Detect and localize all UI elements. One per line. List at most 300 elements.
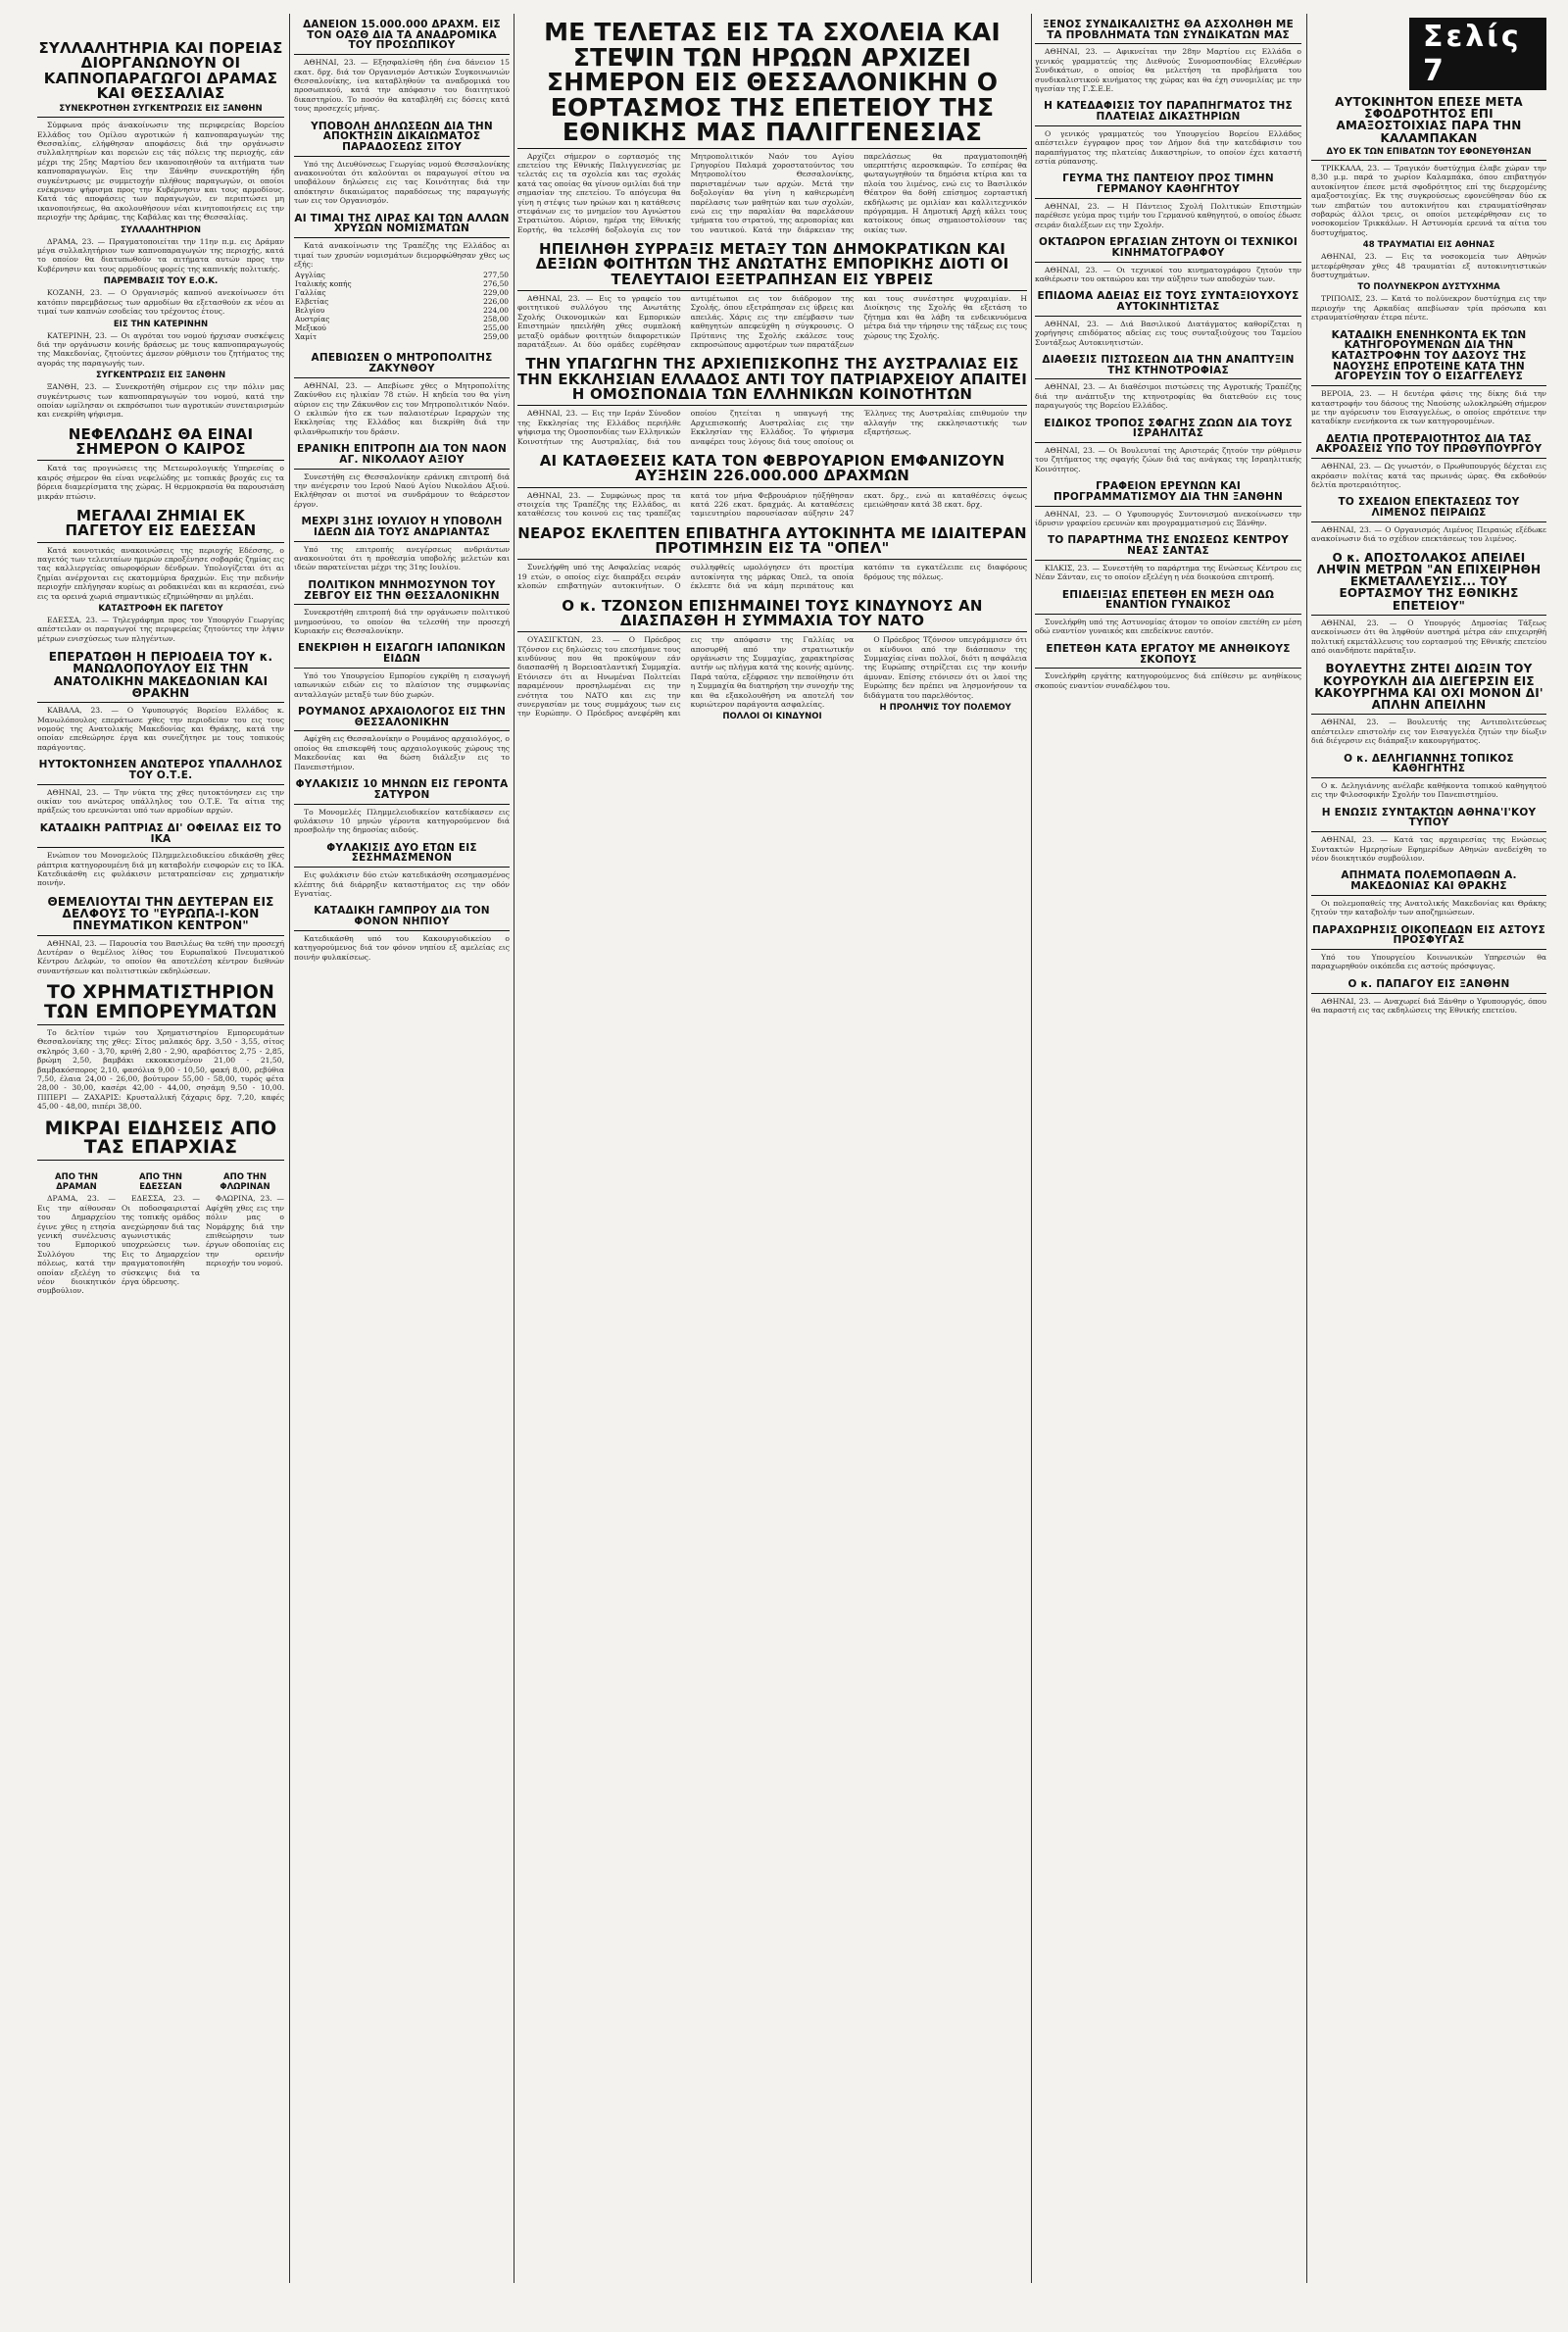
article-body-wrap bbox=[294, 160, 510, 206]
article-rule bbox=[37, 460, 284, 461]
article-headline: ΦΥΛΑΚΙΣΙΣ 10 ΜΗΝΩΝ ΕΙΣ ΓΕΡΟΝΤΑ ΣΑΤΥΡΟΝ bbox=[295, 778, 509, 801]
article bbox=[294, 777, 510, 835]
article-headline: ΤΗΝ ΥΠΑΓΩΓΗΝ ΤΗΣ ΑΡΧΙΕΠΙΣΚΟΠΗΣ ΤΗΣ ΑΥΣΤΡΑΛΙΑΣ ΕΙΣ ΤΗΝ ΕΚΚΛΗΣΙΑΝ ΕΛΛΑΔΟΣ ΑΝΤΙ ΤΟΥ ΠΑΤΡΙΑΡΧΕΙΟΥ ΑΠΑΙΤΕΙ Η ΟΜΟΣΠΟΝΔΙΑ ΤΩΝ ΕΛΛΗΝΙΚΩΝ ΚΟΙΝΟΤΗΤΩΝ bbox=[517, 355, 1027, 404]
article-headline: ΕΠΙΔΟΜΑ ΑΔΕΙΑΣ ΕΙΣ ΤΟΥΣ ΣΥΝΤΑΞΙΟΥΧΟΥΣ ΑΥΤΟΚΙΝΗΤΙΣΤΑΣ bbox=[1037, 290, 1299, 314]
article-body: Υπό του Υπουργείου Εμπορίου εγκρίθη η εισαγωγή ιαπωνικών ειδών εις το πλαίσιον της συμφωνίας ανταλλαγών μεταξύ των δύο χωρών. bbox=[294, 670, 510, 699]
article-body: ΑΘΗΝΑΙ, 23. — Ως γνωστόν, ο Πρωθυπουργός δέχεται εις ακρόασιν πολίτας κατά τας πρωινάς ώρας. Θα εκδοθούν δελτία προτεραιότητος. bbox=[1311, 462, 1546, 489]
article-rule bbox=[1035, 668, 1301, 669]
article-body-wrap bbox=[1311, 781, 1546, 800]
article-rule bbox=[1311, 993, 1546, 994]
article-body-wrap bbox=[1035, 266, 1301, 284]
article-body: ΤΡΙΠΟΛΙΣ, 23. — Κατά το πολύνεκρον δυστύχημα εις την περιοχήν της Αρκαδίας απεβίωσαν τρία πρόσωπα και ετραυματίσθησαν έτερα πέντε. bbox=[1311, 294, 1546, 323]
article-body: Το Μονομελές Πλημμελειοδικείον κατεδίκασεν εις φυλάκισιν 10 μηνών γέροντα κατηγορούμενον διά προσβολήν της δημοσίας αιδούς. bbox=[294, 807, 510, 835]
article-rule bbox=[294, 541, 510, 542]
article-body: ΑΘΗΝΑΙ, 23. — Εξησφαλίσθη ήδη ένα δάνειον 15 εκατ. δρχ. διά τον Οργανισμόν Αστικών Συγκοινωνιών Θεσσαλονίκης, ίνα καταβληθούν τα αναδρομικά του προσωπικού, κατά την απόφασιν του διαιτητικού δικαστηρίου. Το ποσόν θα καταβληθή εις δόσεις κατά τους προσεχείς μήνας. bbox=[294, 58, 510, 114]
gold-rate-name: Γαλλίας bbox=[295, 288, 326, 298]
article-body-wrap bbox=[517, 491, 1027, 519]
article-headline: Η ΕΝΩΣΙΣ ΣΥΝΤΑΚΤΩΝ ΑΘΗΝΑ'Ι'ΚΟΥ ΤΥΠΟΥ bbox=[1321, 806, 1537, 829]
article-section-heading: ΠΑΡΕΜΒΑΣΙΣ ΤΟΥ Ε.Ο.Κ. bbox=[103, 276, 219, 287]
article bbox=[1035, 172, 1301, 229]
article bbox=[37, 821, 284, 888]
article bbox=[37, 758, 284, 816]
article-body-wrap bbox=[1035, 671, 1301, 690]
article-body-wrap bbox=[1035, 564, 1301, 582]
gold-rate-value: 276,50 bbox=[483, 279, 509, 289]
province-body: ΔΡΑΜΑ, 23. — Εις την αίθουσαν του Δημαρχείου έγινε χθες η ετησία γενική συνέλευσις του Εμπορικού Συλλόγου της πόλεως, κατά την οποίαν εξελέγη το νέον διοικητικόν συμβούλιον. bbox=[37, 1194, 116, 1296]
article-headline: ΘΕΜΕΛΙΟΥΤΑΙ ΤΗΝ ΔΕΥΤΕΡΑΝ ΕΙΣ ΔΕΛΦΟΥΣ ΤΟ "ΕΥΡΩΠΑ-Ι-ΚΟΝ ΠΝΕΥΜΑΤΙΚΟΝ ΚΕΝΤΡΟΝ" bbox=[47, 894, 274, 933]
article-body: ΑΘΗΝΑΙ, 23. — Συμφώνως προς τα στοιχεία της Τραπέζης της Ελλάδος, αι καταθέσεις του κοινού εις τας τραπέζας κατά τον μήνα Φεβρουάριον ηύξήθησαν κατά 226 εκατ. δραχμάς. Αι καταθέσεις ταμιευτηρίου παρουσίασαν αύξησιν 247 εκατ. δρχ., ενώ αι καταθέσεις όψεως εμειώθησαν κατά 38 εκατ. δρχ. bbox=[517, 490, 1027, 519]
article-rule bbox=[294, 804, 510, 805]
article bbox=[294, 18, 510, 114]
article-headline: ΓΡΑΦΕΙΟΝ ΕΡΕΥΝΩΝ ΚΑΙ ΠΡΟΓΡΑΜΜΑΤΙΣΜΟΥ ΔΙΑ ΤΗΝ ΞΑΝΘΗΝ bbox=[1053, 480, 1284, 503]
article-body-wrap bbox=[517, 563, 1027, 590]
article-body: ΞΑΝΘΗ, 23. — Συνεκροτήθη σήμερον εις την πόλιν μας συγκέντρωσις των καπνοπαραγωγών του νομού, κατά την οποίαν ωμίλησαν οι εκπρόσωποι των αγροτικών συνεταιρισμών και ενεκρίθη ψήφισμα. bbox=[37, 382, 284, 420]
gold-rate-row bbox=[294, 288, 510, 297]
article bbox=[517, 240, 1027, 349]
article-headline: ΕΝΕΚΡΙΘΗ Η ΕΙΣΑΓΩΓΗ ΙΑΠΩΝΙΚΩΝ ΕΙΔΩΝ bbox=[298, 642, 506, 666]
article-body: Σύμφωνα πρός άνακοίνωσιν της περιφερείας Βορείου Ελλάδος του Ομίλου αγροτικών ή καπνοπαραγωγών της Θεσσαλίας, ελήφθησαν αποφάσεις διά την οργάνωσιν συλλαλητηρίων και πορειών εις τάς πόλεις της περιοχής, εάν μέχρι της 25ης Μαρτίου δεν ικανοποιηθούν τα αιτήματα των καπνοπαραγωγών. Εις την Ξάνθην συνεκροτήθη ήδη συγκέντρωσις με συμμετοχήν πλήθους παραγωγών, οι οποίοι ενέκριναν ψήφισμα προς την Κυβέρνησιν και τους αρμοδίους. Κατά τάς αποφάσεις των παραγωγών, εν περιπτώσει μη ικανοποιήσεως, θα ακολουθήσουν νέαι κινητοποιήσεις εις την περιοχήν της Δράμας, της Καβάλας και της Θεσσαλίας. bbox=[37, 121, 284, 223]
article-body: Αφίχθη εις Θεσσαλονίκην ο Ρουμάνος αρχαιολόγος, ο οποίος θα επισκεφθή τους αρχαιολογικούς χώρους της Μακεδονίας και θα δώση διάλεξιν εις το Πανεπιστήμιον. bbox=[294, 734, 510, 771]
article-headline: ΕΠΕΡΑΤΩΘΗ Η ΠΕΡΙΟΔΕΙΑ ΤΟΥ κ. ΜΑΝΩΛΟΠΟΥΛΟΥ ΕΙΣ ΤΗΝ ΑΝΑΤΟΛΙΚΗΝ ΜΑΚΕΔΟΝΙΑΝ ΚΑΙ ΘΡΑΚΗΝ bbox=[48, 650, 273, 700]
article-body-wrap bbox=[37, 939, 284, 976]
article-headline: ΗΥΤΟΚΤΟΝΗΣΕΝ ΑΝΩΤΕΡΟΣ ΥΠΑΛΛΗΛΟΣ ΤΟΥ Ο.Τ.Ε. bbox=[38, 759, 283, 781]
province-heading: ΑΠΟ ΤΗΝ ΦΛΩΡΙΝΑΝ bbox=[220, 1172, 270, 1193]
article-rule bbox=[1311, 777, 1546, 778]
article-body-wrap bbox=[1035, 446, 1301, 473]
article-body: ΑΘΗΝΑΙ, 23. — Διά Βασιλικού Διατάγματος καθορίζεται η χορήγησις επιδόματος αδείας εις τους συνταξιούχους του Ταμείου Συντάξεως Αυτοκινητιστών. bbox=[1035, 319, 1301, 347]
article-rule bbox=[37, 935, 284, 936]
article-body: ΕΔΕΣΣΑ, 23. — Τηλεγράφημα προς τον Υπουργόν Γεωργίας απέστειλαν οι παραγωγοί της περιφερείας ζητούντες την λήψιν μέτρων ενισχύσεως των πληγέντων. bbox=[37, 616, 284, 643]
article-body-wrap bbox=[517, 635, 1027, 721]
column-divider bbox=[1306, 14, 1307, 2283]
article-body-wrap bbox=[294, 241, 510, 269]
article-body: Υπό του Υπουργείου Κοινωνικών Υπηρεσιών θα παραχωρηθούν οικόπεδα εις αστούς πρόσφυγας. bbox=[1311, 953, 1546, 971]
article-body-wrap bbox=[294, 381, 510, 436]
article-body-wrap bbox=[1311, 899, 1546, 918]
gold-rate-row bbox=[294, 279, 510, 288]
article-headline: ΟΚΤΑΩΡΟΝ ΕΡΓΑΣΙΑΝ ΖΗΤΟΥΝ ΟΙ ΤΕΧΝΙΚΟΙ ΚΙΝΗΜΑΤΟΓΡΑΦΟΥ bbox=[1039, 236, 1298, 259]
article-body: ΑΘΗΝΑΙ, 23. — Αναχωρεί διά Ξάνθην ο Υφυπουργός, όπου θα παραστή εις τας εκδηλώσεις της Εθνικής επετείου. bbox=[1311, 996, 1546, 1015]
gold-rate-name: Μεξικού bbox=[295, 323, 326, 333]
article bbox=[1035, 353, 1301, 411]
column-4 bbox=[1035, 18, 1301, 2310]
article-rule bbox=[294, 54, 510, 55]
article-headline: ΤΟ ΣΧΕΔΙΟΝ ΕΠΕΚΤΑΣΕΩΣ ΤΟΥ ΛΙΜΕΝΟΣ ΠΕΙΡΑΙΩΣ bbox=[1338, 496, 1520, 520]
article bbox=[1311, 806, 1546, 864]
article-headline: Ο κ. ΔΕΛΗΓΙΑΝΝΗΣ ΤΟΠΙΚΟΣ ΚΑΘΗΓΗΤΗΣ bbox=[1344, 752, 1514, 775]
gold-rate-value: 255,00 bbox=[483, 323, 509, 333]
article-body-wrap bbox=[517, 294, 1027, 349]
article-body-wrap bbox=[1035, 202, 1301, 229]
article-headline: ΤΟ ΠΑΡΑΡΤΗΜΑ ΤΗΣ ΕΝΩΣΕΩΣ ΚΕΝΤΡΟΥ ΝΕΑΣ ΣΑΝΤΑΣ bbox=[1047, 534, 1289, 558]
article bbox=[1311, 868, 1546, 917]
article-section-heading: ΣΥΛΛΑΛΗΤΗΡΙΟΝ bbox=[120, 224, 202, 235]
article bbox=[37, 507, 284, 643]
article-body-wrap bbox=[37, 121, 284, 420]
article-rule bbox=[37, 542, 284, 543]
article-body-wrap bbox=[294, 934, 510, 962]
article-headline: ΚΑΤΑΔΙΚΗ ΓΑΜΠΡΟΥ ΔΙΑ ΤΟΝ ΦΟΝΟΝ ΝΗΠΙΟΥ bbox=[314, 905, 490, 928]
article-body: ΑΘΗΝΑΙ, 23. — Ο Οργανισμός Λιμένος Πειραιώς εξέδωκε ανακοίνωσιν διά το σχέδιον επεκτάσεως του λιμένος. bbox=[1311, 524, 1546, 544]
article-section-heading: ΠΟΛΛΟΙ ΟΙ ΚΙΝΔΥΝΟΙ bbox=[722, 712, 822, 722]
article-body: ΑΘΗΝΑΙ, 23. — Παρουσία του Βασιλέως θα τεθή την προσεχή Δευτέραν ο θεμέλιος λίθος του Ευρωπαϊκού Πνευματικού Κέντρου Δελφών, το οποίον θα αποτελέση κέντρον διεθνών συναντήσεων και πολιτιστικών εκδηλώσεων. bbox=[37, 938, 284, 975]
article bbox=[1035, 479, 1301, 527]
article-rule bbox=[517, 487, 1027, 488]
article bbox=[1311, 752, 1546, 800]
article-body-wrap bbox=[1311, 389, 1546, 426]
article bbox=[294, 351, 510, 436]
article bbox=[294, 212, 510, 346]
article-rule bbox=[1311, 895, 1546, 896]
article bbox=[294, 515, 510, 572]
article-headline: ΥΠΟΒΟΛΗ ΔΗΛΩΣΕΩΝ ΔΙΑ ΤΗΝ ΑΠΟΚΤΗΣΙΝ ΔΙΚΑΙΩΜΑΤΟΣ ΠΑΡΑΔΟΣΕΩΣ ΣΙΤΟΥ bbox=[311, 120, 493, 153]
column-divider bbox=[289, 14, 290, 2283]
article-body: Υπό της Διευθύνσεως Γεωργίας νομού Θεσσαλονίκης ανακοινούται ότι καλούνται οι παραγωγοί σίτου να υποβάλουν δηλώσεις εις τας Κοινότητας διά την απόκτησιν δικαιώματος παραδόσεως της παραγωγής των εις τον Οργανισμόν. bbox=[294, 159, 510, 206]
article-rule bbox=[294, 930, 510, 931]
article-headline: ΑΠΕΒΙΩΣΕΝ Ο ΜΗΤΡΟΠΟΛΙΤΗΣ ΖΑΚΥΝΘΟΥ bbox=[311, 352, 493, 375]
article-rule bbox=[37, 702, 284, 703]
article-headline: ΑΥΤΟΚΙΝΗΤΟΝ ΕΠΕΣΕ ΜΕΤΑ ΣΦΟΔΡΟΤΗΤΟΣ ΕΠΙ ΑΜΑΞΟΣΤΟΙΧΙΑΣ ΠΑΡΑ ΤΗΝ ΚΑΛΑΜΠΑΚΑΝ bbox=[1335, 95, 1523, 145]
article-body-wrap bbox=[294, 870, 510, 898]
article-headline: Η ΚΑΤΕΔΑΦΙΣΙΣ ΤΟΥ ΠΑΡΑΠΗΓΜΑΤΟΣ ΤΗΣ ΠΛΑΤΕΙΑΣ ΔΙΚΑΣΤΗΡΙΩΝ bbox=[1044, 100, 1293, 124]
article-body-wrap bbox=[1311, 718, 1546, 745]
column-2 bbox=[294, 18, 510, 2310]
article bbox=[37, 1117, 284, 1165]
article bbox=[1311, 550, 1546, 656]
gold-rate-row bbox=[294, 297, 510, 306]
article-section-heading: 48 ΤΡΑΥΜΑΤΙΑΙ ΕΙΣ ΑΘΗΝΑΣ bbox=[1362, 240, 1495, 251]
article-headline: ΝΕΦΕΛΩΔΗΣ ΘΑ ΕΙΝΑΙ ΣΗΜΕΡΟΝ Ο ΚΑΙΡΟΣ bbox=[68, 424, 254, 459]
article bbox=[1035, 289, 1301, 347]
article-body: ΑΘΗΝΑΙ, 23. — Ο Υφυπουργός Συντονισμού ανεκοίνωσεν την ίδρυσιν γραφείου ερευνών και προγραμματισμού εις Ξάνθην. bbox=[1035, 509, 1301, 527]
article-rule bbox=[517, 631, 1027, 632]
page-masthead: Σελίς 7 bbox=[1409, 18, 1546, 90]
gold-rate-name: Αγγλίας bbox=[295, 271, 325, 280]
article bbox=[1035, 642, 1301, 690]
article-lead bbox=[517, 18, 1027, 234]
article-body: ΚΟΖΑΝΗ, 23. — Ο Οργανισμός καπνού ανεκοίνωσεν ότι κατόπιν παρεμβάσεως των αρμοδίων θα εξετασθούν εκ νέου αι τιμαί των καπνών εσοδείας του τρέχοντος έτους. bbox=[37, 288, 284, 317]
article-section-heading: ΤΟ ΠΟΛΥΝΕΚΡΟΝ ΔΥΣΤΥΧΗΜΑ bbox=[1357, 282, 1500, 293]
article-rule bbox=[1035, 506, 1301, 507]
article-body: ΑΘΗΝΑΙ, 23. — Οι Βουλευταί της Αριστεράς ζητούν την ρύθμισιν του ζητήματος της σφαγής ζώων διά τας ανάγκας της Ισραηλιτικής Κοινότητος. bbox=[1035, 445, 1301, 473]
article-rule bbox=[37, 117, 284, 118]
article bbox=[1311, 923, 1546, 971]
article-rule bbox=[294, 668, 510, 669]
article-body: Κατά κοινοτικάς ανακοινώσεις της περιοχής Εδέσσης, ο παγετός των τελευταίων ημερών επροξένησε σοβαράς ζημίας εις τας καλλιεργείας οπωροφόρων δένδρων. Υπολογίζεται ότι αι ζημίαι ανέρχονται εις εκατομμύρια δραχμών. Εις την πεδινήν περιοχήν επλήγησαν κυρίως αι ροδακινέαι και αι κερασέαι, ενώ εις τα ορεινά χωριά σημαντικώς εζημιώθησαν αι μηλέαι. bbox=[37, 545, 284, 601]
article-body-wrap bbox=[294, 608, 510, 635]
article-headline: ΝΕΑΡΟΣ ΕΚΛΕΠΤΕΝ ΕΠΙΒΑΤΗΓΑ ΑΥΤΟΚΙΝΗΤΑ ΜΕ ΙΔΙΑΙΤΕΡΑΝ ΠΡΟΤΙΜΗΣΙΝ ΕΙΣ ΤΑ "ΟΠΕΛ" bbox=[517, 523, 1027, 558]
column-divider bbox=[1031, 14, 1032, 2283]
article-body: Συνεστήθη εις Θεσσαλονίκην εράνικη επιτροπή διά την ανέγερσιν του Ιερού Ναού Αγίου Νικολάου Αξιού. Εκλήθησαν οι πιστοί να συνδράμουν το θεάρεστον έργον. bbox=[294, 471, 510, 509]
article bbox=[37, 649, 284, 752]
gold-rate-name: Βελγίου bbox=[295, 306, 325, 316]
article-headline: ΡΟΥΜΑΝΟΣ ΑΡΧΑΙΟΛΟΓΟΣ ΕΙΣ ΤΗΝ ΘΕΣΣΑΛΟΝΙΚΗΝ bbox=[298, 706, 506, 728]
article-body-wrap bbox=[37, 464, 284, 501]
gold-rate-row bbox=[294, 323, 510, 332]
article bbox=[294, 841, 510, 899]
article-body-wrap bbox=[1035, 510, 1301, 528]
article-body: ΑΘΗΝΑΙ, 23. — Κατά τας αρχαιρεσίας της Ενώσεως Συντακτών Ημερησίων Εφημερίδων Αθηνών ανεδείχθη το νέον διοικητικόν συμβούλιον. bbox=[1311, 835, 1546, 863]
article bbox=[37, 39, 284, 420]
article-rule bbox=[1311, 714, 1546, 715]
gold-rate-value: 224,00 bbox=[483, 306, 509, 316]
article-headline: ΞΕΝΟΣ ΣΥΝΔΙΚΑΛΙΣΤΗΣ ΘΑ ΑΣΧΟΛΗΘΗ ΜΕ ΤΑ ΠΡΟΒΛΗΜΑΤΑ ΤΩΝ ΣΥΝΔΙΚΑΤΩΝ ΜΑΣ bbox=[1043, 19, 1294, 41]
article-section-heading: ΕΙΣ ΤΗΝ ΚΑΤΕΡΙΝΗΝ bbox=[113, 319, 209, 329]
article-headline: ΠΑΡΑΧΩΡΗΣΙΣ ΟΙΚΟΠΕΔΩΝ ΕΙΣ ΑΣΤΟΥΣ ΠΡΟΣΦΥΓΑΣ bbox=[1312, 923, 1545, 947]
article-body: ΑΘΗΝΑΙ, 23. — Βουλευτής της Αντιπολιτεύσεως απέστειλεν επιστολήν εις τον Εισαγγελέα ζητών την δίωξιν διά διέγερσιν εις διάπραξιν κακουργήματος. bbox=[1311, 718, 1546, 746]
article-body: ΚΑΒΑΛΑ, 23. — Ο Υφυπουργός Βορείου Ελλάδος κ. Μανωλόπουλος επεράτωσε χθες την περιοδείαν του εις τους νομούς της Ανατολικής Μακεδονίας και Θράκης, κατά την οποίαν επεθεώρησε έργα και συνεζήτησε με τους τοπικούς παράγοντας. bbox=[37, 706, 284, 752]
article-headline: ΕΠΙΔΕΙΞΙΑΣ ΕΠΕΤΕΘΗ ΕΝ ΜΕΣΗ ΟΔΩ ΕΝΑΝΤΙΟΝ ΓΥΝΑΙΚΟΣ bbox=[1061, 588, 1275, 612]
article-rule bbox=[1311, 949, 1546, 950]
article bbox=[1311, 661, 1546, 745]
article-body-wrap bbox=[294, 58, 510, 113]
article bbox=[1311, 432, 1546, 490]
article-body: Εις φυλάκισιν δύο ετών κατεδικάσθη σεσημασμένος κλέπτης διά διάρρηξιν καταστήματος εις την οδόν Εγνατίας. bbox=[294, 870, 510, 898]
article-body: Ο γενικός γραμματεύς του Υπουργείου Βορείου Ελλάδος απέστειλεν έγγραφον προς τον Δήμον διά την κατεδάφισιν του παραπήγματος της πλατείας Δικαστηρίων, το οποίον έχει καταστή εστία ρύπανσης. bbox=[1035, 128, 1301, 167]
article-headline: ΣΥΛΛΑΛΗΤΗΡΙΑ ΚΑΙ ΠΟΡΕΙΑΣ ΔΙΟΡΓΑΝΩΝΟΥΝ ΟΙ ΚΑΠΝΟΠΑΡΑΓΩΓΟΙ ΔΡΑΜΑΣ ΚΑΙ ΘΕΣΣΑΛΙΑΣ bbox=[38, 39, 283, 102]
article-headline: ΑΙ ΤΙΜΑΙ ΤΗΣ ΛΙΡΑΣ ΚΑΙ ΤΩΝ ΑΛΛΩΝ ΧΡΥΣΩΝ ΝΟΜΙΣΜΑΤΩΝ bbox=[294, 212, 510, 235]
article-rule bbox=[1311, 160, 1546, 161]
article-headline: ΜΕΧΡΙ 31ΗΣ ΙΟΥΛΙΟΥ Η ΥΠΟΒΟΛΗ ΙΔΕΩΝ ΔΙΑ ΤΟΥΣ ΑΝΔΡΙΑΝΤΑΣ bbox=[301, 516, 503, 538]
province-item bbox=[37, 1169, 116, 1295]
article-body-wrap bbox=[294, 808, 510, 835]
article-body: ΚΑΤΕΡΙΝΗ, 23. — Οι αγρόται του νομού ήρχισαν συσκέψεις διά την οργάνωσιν κοινής δράσεως με τους καπνοπαραγωγούς της Μακεδονίας, ζητούντες άμεσον ρύθμισιν του ζητήματος της αγοράς της παραγωγής των. bbox=[37, 330, 284, 368]
article-body-wrap bbox=[294, 472, 510, 510]
article bbox=[1311, 94, 1546, 323]
article-body: ΑΘΗΝΑΙ, 23. — Ο Υπουργός Δημοσίας Τάξεως ανεκοίνωσεν ότι θα ληφθούν αυστηρά μέτρα εάν επιχειρηθή πολιτική εκμετάλλευσις του εορτασμού της Εθνικής επετείου από οιανδήποτε παράταξιν. bbox=[1311, 618, 1546, 655]
article-body: Κατά ανακοίνωσιν της Τραπέζης της Ελλάδος αι τιμαί των χρυσών νομισμάτων διεμορφώθησαν χθες ως εξής: bbox=[294, 241, 510, 269]
province-item bbox=[122, 1169, 200, 1295]
gold-rate-name: Χαμίτ bbox=[295, 332, 318, 342]
article-headline: ΑΠΗΜΑΤΑ ΠΟΛΕΜΟΠΑΘΩΝ Α. ΜΑΚΕΔΟΝΙΑΣ ΚΑΙ ΘΡΑΚΗΣ bbox=[1341, 869, 1517, 893]
article-body: Υπό της επιτροπής ανεγέρσεως ανδριάντων ανακοινούται ότι η προθεσμία υποβολής μελετών και ιδεών παρατείνεται μέχρι της 31ης Ιουλίου. bbox=[294, 544, 510, 572]
article-headline: ΔΙΑΘΕΣΙΣ ΠΙΣΤΩΣΕΩΝ ΔΙΑ ΤΗΝ ΑΝΑΠΤΥΞΙΝ ΤΗΣ ΚΤΗΝΟΤΡΟΦΙΑΣ bbox=[1042, 353, 1295, 376]
article-body: Κατεδικάσθη υπό του Κακουργιοδικείου ο κατηγορούμενος διά τον φόνον νηπίου εξ αμελείας εις ποινήν φυλακίσεως. bbox=[294, 933, 510, 962]
article-headline: ΔΕΛΤΙΑ ΠΡΟΤΕΡΑΙΟΤΗΤΟΣ ΔΙΑ ΤΑΣ ΑΚΡΟΑΣΕΙΣ ΥΠΟ ΤΟΥ ΠΡΩΘΥΠΟΥΡΓΟΥ bbox=[1315, 432, 1543, 456]
article-body: ΒΕΡΟΙΑ, 23. — Η δευτέρα φάσις της δίκης διά την καταστροφήν του δάσους της Ναούσης ωλοκληρώθη σήμερον με την αγόρευσιν του Εισαγγελέως, ο οποίος επρότεινε την καταδίκην ενενήκοντα εκ των κατηγορουμένων. bbox=[1311, 389, 1546, 426]
article-body: ΑΘΗΝΑΙ, 23. — Την νύκτα της χθες ηυτοκτόνησεν εις την οικίαν του ανώτερος υπάλληλος του Ο.Τ.Ε. Τα αίτια της πράξεώς του ερευνώνται υπό των αρμοδίων αρχών. bbox=[37, 787, 284, 816]
article-headline: Ο κ. ΑΠΟΣΤΟΛΑΚΟΣ ΑΠΕΙΛΕΙ ΛΗΨΙΝ ΜΕΤΡΩΝ "ΑΝ ΕΠΙΧΕΙΡΗΘΗ ΕΚΜΕΤΑΛΛΕΥΣΙΣ... ΤΟΥ ΕΟΡΤΑΣΜΟΥ ΤΗΣ ΕΘΝΙΚΗΣ ΕΠΕΤΕΙΟΥ" bbox=[1316, 550, 1542, 613]
article-rule bbox=[37, 847, 284, 848]
article bbox=[294, 442, 510, 509]
article-headline: Ο κ. ΤΖΟΝΣΟΝ ΕΠΙΣΗΜΑΙΝΕΙ ΤΟΥΣ ΚΙΝΔΥΝΟΥΣ ΑΝ ΔΙΑΣΠΑΣΘΗ Η ΣΥΜΜΑΧΙΑ ΤΟΥ ΝΑΤΟ bbox=[562, 596, 983, 629]
article bbox=[294, 120, 510, 206]
article-body: Συνελήφθη υπό της Αστυνομίας άτομον το οποίον επετέθη εν μέση οδώ εναντίον γυναικός και επεδείκνυε εαυτόν. bbox=[1035, 618, 1301, 636]
article-body: ΟΥΑΣΙΓΚΤΩΝ, 23. — Ο Πρόεδρος Τζόνσον εις δηλώσεις του επεσήμανε τους κινδύνους που θα προκύψουν εάν διασπασθή η Βορειοατλαντική Συμμαχία. Ετόνισεν ότι αι Ηνωμέναι Πολιτείαι παραμένουν προσηλωμέναι εις την ενότητα του ΝΑΤΟ και εις την συνεργασίαν με τους συμμάχους των εις την Ευρώπην. Ο Πρόεδρος ανεφέρθη και εις την απόφασιν της Γαλλίας να αποσυρθή από την στρατιωτικήν οργάνωσιν της Συμμαχίας, χαρακτηρίσας αυτήν ως πλήγμα κατά της κοινής αμύνης. Παρά ταύτα, εξέφρασε την πεποίθησιν ότι η Συμμαχία θα διατηρήση την συνοχήν της και θα εξακολουθήση να αποτελή τον κυριώτερον παράγοντα ασφαλείας. bbox=[517, 635, 855, 719]
article-rule bbox=[1035, 442, 1301, 443]
article-rule bbox=[1311, 385, 1546, 386]
article-body-wrap bbox=[1035, 382, 1301, 410]
gold-rate-name: Ιταλικής κοπής bbox=[295, 279, 352, 289]
article-body: Κατά τας προγνώσεις της Μετεωρολογικής Υπηρεσίας ο καιρός σήμερον θα είναι νεφελώδης με τοπικάς βροχάς εις τα βόρεια διαμερίσματα της χώρας. Η θερμοκρασία θα παρουσιάση μικράν πτώσιν. bbox=[37, 464, 284, 501]
article-rule bbox=[1035, 614, 1301, 615]
article-body-wrap bbox=[294, 734, 510, 771]
article bbox=[1311, 977, 1546, 1016]
article-body: ΑΘΗΝΑΙ, 23. — Εις την Ιεράν Σύνοδον της Εκκλησίας της Ελλάδος περιήλθε ψήφισμα της Ομοσπονδίας των Ελληνικών Κοινοτήτων της Αυστραλίας, διά του οποίου ζητείται η υπαγωγή της Αρχιεπισκοπής Αυστραλίας εις την Εκκλησίαν της Ελλάδος. Το ψήφισμα αναφέρει τους λόγους διά τους οποίους οι Έλληνες της Αυστραλίας επιθυμούν την αλλαγήν της εκκλησιαστικής των εξαρτήσεως. bbox=[517, 409, 1027, 446]
article bbox=[294, 578, 510, 636]
article-body-wrap bbox=[37, 1028, 284, 1112]
article-body: ΑΘΗΝΑΙ, 23. — Η Πάντειος Σχολή Πολιτικών Επιστημών παρέθεσε γεύμα προς τιμήν του Γερμανού καθηγητού, ο οποίος έδωσε σειράν διαλέξεων εις την Σχολήν. bbox=[1035, 201, 1301, 229]
gold-rate-value: 226,00 bbox=[483, 297, 509, 307]
article bbox=[37, 425, 284, 501]
article-body-wrap bbox=[37, 706, 284, 752]
article-body: Ο κ. Δεληγιάννης ανέλαβε καθήκοντα τοπικού καθηγητού εις την Φιλοσοφικήν Σχολήν του Πανεπιστημίου. bbox=[1311, 780, 1546, 800]
article-body-wrap bbox=[37, 788, 284, 816]
article-body-wrap bbox=[1311, 835, 1546, 863]
article-body: ΑΘΗΝΑΙ, 23. — Εις το γραφείο του φοιτητικού συλλόγου της Ανωτάτης Σχολής Οικονομικών και Εμπορικών Επιστημών ηπειλήθη χθες συμπλοκή μεταξύ ομάδων φοιτητών διαφορετικών παρατάξεων. Αι δύο ομάδες ευρέθησαν αντιμέτωποι εις τον διάδρομον της Σχολής, όπου εξετράπησαν εις ύβρεις και απειλάς. Χάρις εις την επέμβασιν των καθηγητών απεφεύχθη η σύγκρουσις. Ο Πρύτανις της Σχολής εκάλεσε τους εκπροσώπους αμφοτέρων των παρατάξεων και τους συνέστησε ψυχραιμίαν. Η Διοίκησις της Σχολής θα εξετάση το ζήτημα και θα λάβη τα ενδεικνυόμενα μέτρα διά την τήρησιν της τάξεως εις τους χώρους της Σχολής. bbox=[517, 294, 1027, 350]
article bbox=[517, 452, 1027, 519]
article-headline: ΑΙ ΚΑΤΑΘΕΣΕΙΣ ΚΑΤΑ ΤΟΝ ΦΕΒΡΟΥΑΡΙΟΝ ΕΜΦΑΝΙΖΟΥΝ ΑΥΞΗΣΙΝ 226.000.000 ΔΡΑΧΜΩΝ bbox=[539, 452, 1005, 485]
article bbox=[1035, 588, 1301, 636]
article-headline: ΕΙΔΙΚΟΣ ΤΡΟΠΟΣ ΣΦΑΓΗΣ ΖΩΩΝ ΔΙΑ ΤΟΥΣ ΙΣΡΑΗΛΙΤΑΣ bbox=[1044, 417, 1293, 440]
gold-rates-table bbox=[294, 271, 510, 341]
article-headline: ΔΑΝΕΙΟΝ 15.000.000 ΔΡΑΧΜ. ΕΙΣ ΤΟΝ ΟΑΣΘ ΔΙΑ ΤΑ ΑΝΑΔΡΟΜΙΚΑ ΤΟΥ ΠΡΟΣΩΠΙΚΟΥ bbox=[303, 19, 501, 52]
article-section-heading: ΣΥΓΚΕΝΤΡΩΣΙΣ ΕΙΣ ΞΑΝΘΗΝ bbox=[95, 371, 226, 381]
article-headline: Ο κ. ΠΑΠΑΓΟΥ ΕΙΣ ΞΑΝΘΗΝ bbox=[1348, 977, 1510, 990]
lead-headline: ΜΕ ΤΕΛΕΤΑΣ ΕΙΣ ΤΑ ΣΧΟΛΕΙΑ ΚΑΙ ΣΤΕΨΙΝ ΤΩΝ ΗΡΩΩΝ ΑΡΧΙΖΕΙ ΣΗΜΕΡΟΝ ΕΙΣ ΘΕΣΣΑΛΟΝΙΚΗΝ Ο ΕΟΡΤΑΣΜΟΣ ΤΗΣ ΕΠΕΤΕΙΟΥ ΤΗΣ ΕΘΝΙΚΗΣ ΜΑΣ ΠΑΛΙΓΓΕΝΕΣΙΑΣ bbox=[544, 18, 1001, 146]
article-headline: ΤΟ ΧΡΗΜΑΤΙΣΤΗΡΙΟΝ ΤΩΝ ΕΜΠΟΡΕΥΜΑΤΩΝ bbox=[43, 981, 278, 1022]
article-headline: ΕΡΑΝΙΚΗ ΕΠΙΤΡΟΠΗ ΔΙΑ ΤΟΝ ΝΑΟΝ ΑΓ. ΝΙΚΟΛΑΟΥ ΑΞΙΟΥ bbox=[297, 443, 507, 466]
article-rule bbox=[294, 867, 510, 868]
article bbox=[37, 981, 284, 1111]
article-rule bbox=[37, 1160, 284, 1161]
article-body-wrap bbox=[1035, 618, 1301, 636]
article-rule bbox=[294, 377, 510, 378]
article-rule bbox=[1311, 521, 1546, 522]
article-rule bbox=[294, 156, 510, 157]
article-body: Οι πολεμοπαθείς της Ανατολικής Μακεδονίας και Θράκης ζητούν την καταβολήν των αποζημιώσεων. bbox=[1311, 898, 1546, 918]
article-rule bbox=[1311, 615, 1546, 616]
article-headline: ΚΑΤΑΔΙΚΗ ΕΝΕΝΗΚΟΝΤΑ ΕΚ ΤΩΝ ΚΑΤΗΓΟΡΟΥΜΕΝΩΝ ΔΙΑ ΤΗΝ ΚΑΤΑΣΤΡΟΦΗΝ ΤΟΥ ΔΑΣΟΥΣ ΤΗΣ ΝΑΟΥΣΗΣ ΕΠΡΟΤΕΙΝΕ ΚΑΤΑ ΤΗΝ ΑΓΟΡΕΥΣΙΝ ΤΟΥ Ο ΕΙΣΑΓΓΕΛΕΥΣ bbox=[1331, 328, 1527, 383]
column-3 bbox=[517, 18, 1027, 2310]
article bbox=[1035, 417, 1301, 474]
article-rule bbox=[1035, 378, 1301, 379]
article-body: Συνελήφθη εργάτης κατηγορούμενος διά επίθεσιν με ανηθίκους σκοπούς εναντίον συναδέλφου του. bbox=[1035, 671, 1301, 690]
article-body-wrap bbox=[1035, 320, 1301, 347]
article-headline: ΜΙΚΡΑΙ ΕΙΔΗΣΕΙΣ ΑΠΟ ΤΑΣ ΕΠΑΡΧΙΑΣ bbox=[44, 1116, 277, 1158]
article-rule bbox=[517, 559, 1027, 560]
article-rule bbox=[1311, 458, 1546, 459]
article bbox=[1035, 18, 1301, 93]
article bbox=[517, 597, 1027, 722]
gold-rate-row bbox=[294, 332, 510, 341]
article-headline: ΜΕΓΑΛΑΙ ΖΗΜΙΑΙ ΕΚ ΠΑΓΕΤΟΥ ΕΙΣ ΕΔΕΣΣΑΝ bbox=[65, 506, 257, 540]
article-body: Ο Πρόεδρος Τζόνσον υπεγράμμισεν ότι οι κίνδυνοι από την διάσπασιν της Συμμαχίας είναι πολλοί, διότι η ασφάλεια της Ευρώπης στηρίζεται εις την κοινήν άμυναν. Επίσης ετόνισεν ότι οι λαοί της Ευρώπης δεν πρέπει να λησμονήσουν τα διδάγματα του παρελθόντος. bbox=[863, 635, 1027, 700]
article-rule bbox=[37, 1024, 284, 1025]
province-heading: ΑΠΟ ΤΗΝ ΕΔΕΣΣΑΝ bbox=[139, 1172, 182, 1193]
article-section-heading: ΚΑΤΑΣΤΡΟΦΗ ΕΚ ΠΑΓΕΤΟΥ bbox=[98, 604, 223, 614]
article-rule bbox=[294, 604, 510, 605]
article-rule bbox=[1311, 831, 1546, 832]
article-body-wrap bbox=[1311, 525, 1546, 544]
article-body-wrap bbox=[294, 671, 510, 699]
article bbox=[1311, 495, 1546, 543]
article bbox=[1311, 328, 1546, 426]
article-body-wrap bbox=[1311, 619, 1546, 656]
article-body-wrap bbox=[1035, 47, 1301, 93]
article-body-wrap bbox=[37, 851, 284, 888]
article bbox=[1035, 99, 1301, 166]
article-body: ΑΘΗΝΑΙ, 23. — Εις τα νοσοκομεία των Αθηνών μετεφέρθησαν χθες 48 τραυματίαι εξ αυτοκινητιστικών δυστυχημάτων. bbox=[1311, 252, 1546, 279]
article-headline: ΦΥΛΑΚΙΣΙΣ ΔΥΟ ΕΤΩΝ ΕΙΣ ΣΕΣΗΜΑΣΜΕΝΟΝ bbox=[326, 841, 477, 865]
article-rule bbox=[294, 237, 510, 238]
article-rule bbox=[294, 730, 510, 731]
article-rule bbox=[1035, 560, 1301, 561]
article-body-wrap bbox=[294, 545, 510, 572]
article-body: Το δελτίον τιμών του Χρηματιστηρίου Εμπορευμάτων Θεσσαλονίκης της χθες: Σίτος μαλακός δρχ. 3,50 - 3,55, σίτος σκληρός 3,60 - 3,70, κριθή 2,80 - 2,90, αραβόσιτος 2,75 - 2,85, βρώμη 2,50, βαμβάκι εκκοκκισμένον 21,00 - 21,50, βαμβακόσπορος 2,10, φασόλια 9,00 - 10,50, φακή 8,00, ρεβύθια 7,50, έλαια 24,00 - 26,00, βούτυρον 55,00 - 58,00, τυρός φέτα 28,00 - 30,00, κασέρι 42,00 - 44,00, σησάμη 9,50 - 10,00. ΠΙΠΕΡΙ — ΖΑΧΑΡΙΣ: Κρυσταλλική ζάχαρις δρχ. 7,20, καφές 45,00 - 48,00, πιπέρι 38,00. bbox=[37, 1027, 284, 1112]
gold-rate-value: 259,00 bbox=[483, 332, 509, 342]
article-body: Συνελήφθη υπό της Ασφαλείας νεαρός 19 ετών, ο οποίος είχε διαπράξει σειράν κλοπών επιβατηγών αυτοκινήτων. Ο συλληφθείς ωμολόγησεν ότι προετίμα αυτοκίνητα της μάρκας Όπελ, τα οποία έκλεπτε διά να κάμη περιπάτους και κατόπιν τα εγκατέλειπε εις διαφόρους δρόμους της πόλεως. bbox=[517, 563, 1027, 591]
article-rule bbox=[1035, 262, 1301, 263]
article-rule bbox=[1035, 198, 1301, 199]
column-5 bbox=[1311, 0, 1546, 2293]
article-headline: ΒΟΥΛΕΥΤΗΣ ΖΗΤΕΙ ΔΙΩΞΙΝ ΤΟΥ ΚΟΥΡΟΥΚΛΗ ΔΙΑ ΔΙΕΓΕΡΣΙΝ ΕΙΣ ΚΑΚΟΥΡΓΗΜΑ ΚΑΙ ΟΧΙ ΜΟΝΟΝ ΔΙ' ΑΠΛΗΝ ΑΠΕΙΛΗΝ bbox=[1314, 662, 1544, 713]
article-body-wrap bbox=[517, 409, 1027, 446]
article-rule bbox=[1035, 43, 1301, 44]
article-body: ΑΘΗΝΑΙ, 23. — Απεβίωσε χθες ο Μητροπολίτης Ζακύνθου εις ηλικίαν 78 ετών. Η κηδεία του θα γίνη αύριον εις την Ζάκυνθον εις τον Μητροπολιτικόν Ναόν. Ο εκλιπών ήτο εκ των παλαιοτέρων Ιεραρχών της Εκκλησίας της Ελλάδος και διεκρίθη διά την φιλανθρωπικήν του δράσιν. bbox=[294, 380, 510, 436]
article-body-wrap bbox=[1311, 164, 1546, 323]
article-body: Συνεκροτήθη επιτροπή διά την οργάνωσιν πολιτικού μνημοσύνου, το οποίον θα τελεσθή την προσεχή Κυριακήν εις Θεσσαλονίκην. bbox=[294, 608, 510, 636]
article-rule bbox=[37, 784, 284, 785]
article-rule bbox=[294, 469, 510, 470]
article bbox=[517, 524, 1027, 591]
article bbox=[294, 904, 510, 962]
gold-rate-value: 258,00 bbox=[483, 315, 509, 324]
province-body: ΕΔΕΣΣΑ, 23. — Οι ποδοσφαιρισταί της τοπικής ομάδος ανεχώρησαν διά τας αγωνιστικάς υποχρεώσεις των. Εις το Δημαρχείον πραγματοποιήθη σύσκεψις διά τα έργα ύδρευσης. bbox=[122, 1194, 200, 1286]
gold-rate-name: Αυστρίας bbox=[295, 315, 330, 324]
column-1 bbox=[37, 39, 284, 2332]
article-headline: ΓΕΥΜΑ ΤΗΣ ΠΑΝΤΕΙΟΥ ΠΡΟΣ ΤΙΜΗΝ ΓΕΡΜΑΝΟΥ ΚΑΘΗΓΗΤΟΥ bbox=[1062, 173, 1274, 196]
article-headline: ΗΠΕΙΛΗΘΗ ΣΥΡΡΑΞΙΣ ΜΕΤΑΞΥ ΤΩΝ ΔΗΜΟΚΡΑΤΙΚΩΝ ΚΑΙ ΔΕΞΙΩΝ ΦΟΙΤΗΤΩΝ ΤΗΣ ΑΝΩΤΑΤΗΣ ΕΜΠΟΡΙΚΗΣ ΔΙΟΤΙ ΟΙ ΤΕΛΕΥΤΑΙΟΙ ΕΞΕΤΡΑΠΗΣΑΝ ΕΙΣ ΥΒΡΕΙΣ bbox=[535, 240, 1009, 288]
article-body: ΔΡΑΜΑ, 23. — Πραγματοποιείται την 11ην π.μ. εις Δράμαν μέγα συλλαλητήριον των καπνοπαραγωγών της περιοχής, κατά το οποίον θα διατυπωθούν τα αιτήματα αυτών προς την Κυβέρνησιν και τους αρμοδίους φορείς της καπνικής πολιτικής. bbox=[37, 236, 284, 273]
gold-rate-value: 229,00 bbox=[483, 288, 509, 298]
gold-rate-row bbox=[294, 306, 510, 315]
article-headline: ΠΟΛΙΤΙΚΟΝ ΜΝΗΜΟΣΥΝΟΝ ΤΟΥ ΖΕΒΓΟΥ ΕΙΣ ΤΗΝ ΘΕΣΣΑΛΟΝΙΚΗΝ bbox=[304, 578, 500, 602]
article-body-wrap bbox=[1311, 997, 1546, 1016]
article-body-wrap bbox=[1311, 462, 1546, 489]
article-body: Ενώπιον του Μονομελούς Πλημμελειοδικείου εδικάσθη χθες ράπτρια κατηγορουμένη διά μη καταβολήν εισφορών εις το ΙΚΑ. Κατεδικάσθη εις φυλάκισιν μετατραπείσαν εις χρηματικήν ποινήν. bbox=[37, 851, 284, 888]
article-rule bbox=[1035, 125, 1301, 126]
article-body-wrap bbox=[37, 546, 284, 644]
article bbox=[294, 705, 510, 771]
province-body: ΦΛΩΡΙΝΑ, 23. — Αφίχθη χθες εις την πόλιν μας ο Νομάρχης διά την επιθεώρησιν των έργων οδοποιίας εις την ορεινήν περιοχήν του νομού. bbox=[206, 1194, 284, 1268]
gold-rate-row bbox=[294, 271, 510, 279]
article-subheadline: ΔΥΟ ΕΚ ΤΩΝ ΕΠΙΒΑΤΩΝ ΤΟΥ ΕΦΟΝΕΥΘΗΣΑΝ bbox=[1326, 146, 1532, 157]
article-body: ΑΘΗΝΑΙ, 23. — Αφικνείται την 28ην Μαρτίου εις Ελλάδα ο γενικός γραμματεύς της Διεθνούς Συνομοσπονδίας Ελευθέρων Συνδικάτων, ο οποίος θα μελετήση τα προβλήματα του συνδικαλιστικού κινήματος της χώρας και θα έχη συνομιλίας με την ηγεσίαν της Γ.Σ.Ε.Ε. bbox=[1035, 47, 1301, 94]
article-body-wrap bbox=[1311, 953, 1546, 971]
province-item bbox=[206, 1169, 284, 1295]
gold-rate-value: 277,50 bbox=[483, 271, 509, 280]
article-subheadline: ΣΥΝΕΚΡΟΤΗΘΗ ΣΥΓΚΕΝΤΡΩΣΙΣ ΕΙΣ ΞΑΝΘΗΝ bbox=[59, 104, 263, 115]
article-body: ΑΘΗΝΑΙ, 23. — Αι διαθέσιμοι πιστώσεις της Αγροτικής Τραπέζης διά την ανάπτυξιν της κτηνοτροφίας θα διατεθούν εις τους παραγωγούς της Βορείου Ελλάδος. bbox=[1035, 382, 1301, 411]
article-headline: ΚΑΤΑΔΙΚΗ ΡΑΠΤΡΙΑΣ ΔΙ' ΟΦΕΙΛΑΣ ΕΙΣ ΤΟ ΙΚΑ bbox=[39, 821, 282, 845]
article bbox=[1035, 533, 1301, 581]
gold-rate-name: Ελβετίας bbox=[295, 297, 329, 307]
article-body: ΑΘΗΝΑΙ, 23. — Οι τεχνικοί του κινηματογράφου ζητούν την καθιέρωσιν του οκταώρου και την αύξησιν των αποδοχών των. bbox=[1035, 265, 1301, 283]
lead-body: Αρχίζει σήμερον ο εορτασμός της επετείου της Εθνικής Παλιγγενεσίας με τελετάς εις τα σχολεία και τας σχολάς κατά τας οποίας θα γίνουν ομιλίαι διά την σημασίαν της επετείου. Το απόγευμα θα γίνη η στέψις των ηρώων και η κατάθεσις στεφάνων εις το μνημείον του Αγνώστου Στρατιώτου. Αύριον, ημέρα της Εθνικής Εορτής, θα τελεσθή δοξολογία εις τον Μητροπολιτικόν Ναόν του Αγίου Γρηγορίου Παλαμά χοροστατούντος του Μητροπολίτου Θεσσαλονίκης, παρισταμένων των αρχών. Μετά την δοξολογίαν θα γίνη η καθιερωμένη παρέλασις των μαθητών και των σχολών, ενώ εις την παραλίαν θα παρελάσουν τμήματα του στρατού, της αεροπορίας και του ναυτικού. Κατά την διάρκειαν της παρελάσεως θα πραγματοποιηθή υπερπτήσις αεροσκαφών. Το εσπέρας θα φωταγωγηθούν τα δημόσια κτίρια και τα πλοία του λιμένος, ενώ εις το Βασιλικόν Θέατρον θα δοθή επίσημος εορταστική εκδήλωσις με ομιλίαν και καλλιτεχνικόν πρόγραμμα. Η Δημοτική Αρχή κάλει τους κατοίκους όπως σημαιοστολίσουν τας οικίας των. bbox=[517, 151, 1027, 234]
article-body: ΤΡΙΚΚΑΛΑ, 23. — Τραγικόν δυστύχημα έλαβε χώραν την 8,30 μ.μ. παρά το χωρίον Καλαμπάκα, όπου επιβατηγόν αυτοκίνητον έπεσε μετά σφοδρότητος επί της διερχομένης αμαξοστοιχίας. Εκ της συγκρούσεως εφονεύθησαν δύο εκ των επιβατών του αυτοκινήτου και ετραυματίσθησαν σοβαρώς άλλοι τρεις, οι οποίοι μετεφέρθησαν εις το νοσοκομείον Τρικκάλων. Η Αστυνομία ερευνά τα αίτια του δυστυχήματος. bbox=[1311, 163, 1546, 237]
article-rule bbox=[1035, 316, 1301, 317]
article-section-heading: Η ΠΡΟΛΗΨΙΣ ΤΟΥ ΠΟΛΕΜΟΥ bbox=[879, 703, 1011, 714]
article-rule bbox=[517, 290, 1027, 291]
article-body-wrap bbox=[1035, 129, 1301, 167]
article-rule bbox=[517, 405, 1027, 406]
province-heading: ΑΠΟ ΤΗΝ ΔΡΑΜΑΝ bbox=[55, 1172, 98, 1193]
article bbox=[37, 894, 284, 975]
article-body: ΚΙΛΚΙΣ, 23. — Συνεστήθη το παράρτημα της Ενώσεως Κέντρου εις Νέαν Σάνταν, εις το οποίον εξελέγη η νέα διοικούσα επιτροπή. bbox=[1035, 563, 1301, 582]
article bbox=[517, 355, 1027, 446]
article bbox=[1035, 235, 1301, 283]
